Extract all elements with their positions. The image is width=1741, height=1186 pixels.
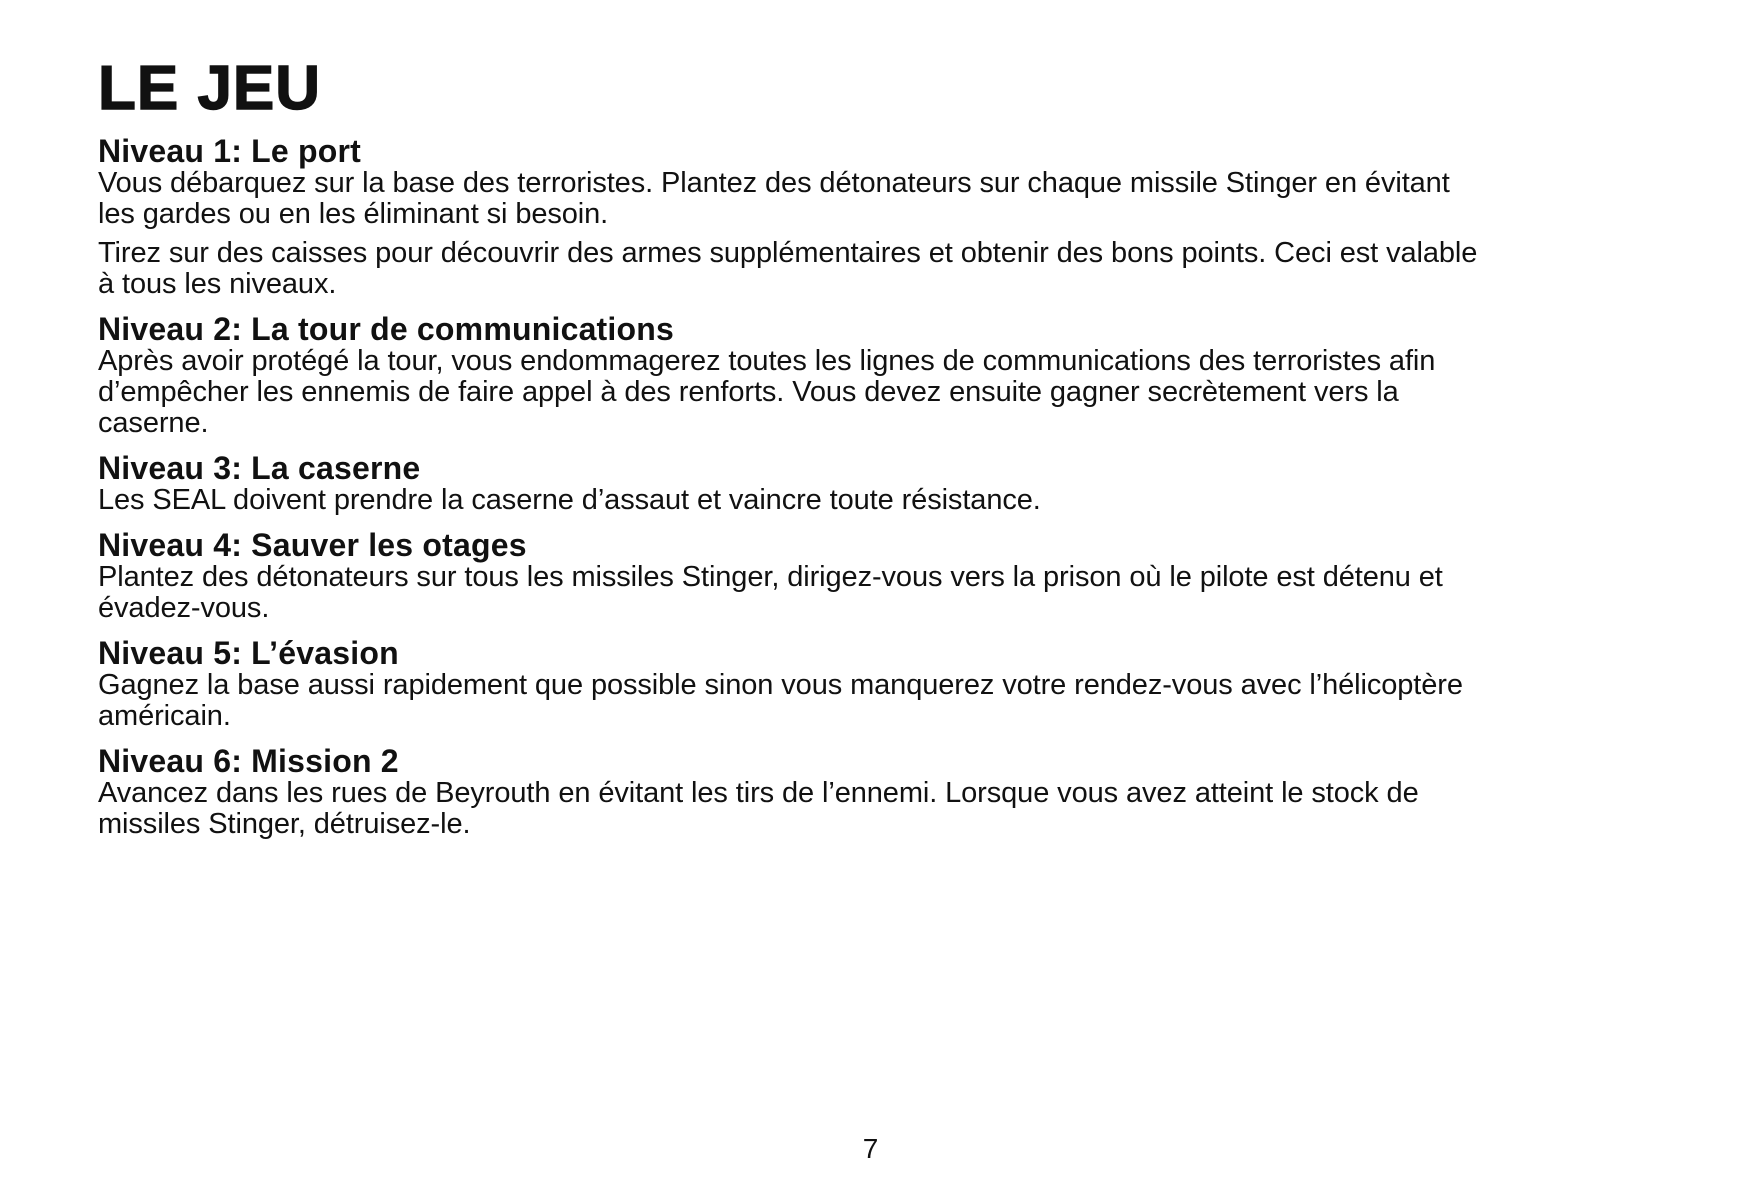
section-paragraph: Vous débarquez sur la base des terroristes. Plantez des détonateurs sur chaque missile Stinger en évitant les gardes ou en les éliminant si besoin. — [98, 167, 1450, 230]
page-title: LE JEU — [98, 54, 322, 123]
section-heading: Niveau 6: Mission 2 — [98, 743, 399, 779]
section-heading: Niveau 1: Le port — [98, 133, 362, 169]
section-heading: Niveau 4: Sauver les otages — [98, 527, 527, 563]
section-paragraph: Plantez des détonateurs sur tous les missiles Stinger, dirigez-vous vers la prison où le pilote est détenu et évadez-vous. — [98, 561, 1443, 624]
section-paragraph: Gagnez la base aussi rapidement que possible sinon vous manquerez votre rendez-vous avec l’hélicoptère américain. — [98, 669, 1463, 732]
section-paragraph: Tirez sur des caisses pour découvrir des armes supplémentaires et obtenir des bons points. Ceci est valable à tous les niveaux. — [98, 237, 1478, 300]
section-paragraph: Avancez dans les rues de Beyrouth en évitant les tirs de l’ennemi. Lorsque vous avez atteint le stock de missiles Stinger, détruisez-le. — [98, 777, 1419, 840]
section-paragraph: Après avoir protégé la tour, vous endommagerez toutes les lignes de communications des terroristes afin d’empêcher les ennemis de faire appel à des renforts. Vous devez ensuite gagner secrètement vers la caserne. — [98, 345, 1436, 439]
section-level-3 — [98, 451, 1658, 516]
section-level-4 — [98, 528, 1658, 624]
page-number: 7 — [862, 1133, 879, 1164]
section-paragraph: Les SEAL doivent prendre la caserne d’assaut et vaincre toute résistance. — [98, 484, 1041, 516]
section-heading: Niveau 3: La caserne — [98, 450, 421, 486]
section-level-5 — [98, 636, 1658, 732]
section-level-6 — [98, 744, 1658, 840]
document-page — [98, 54, 1658, 852]
section-level-2 — [98, 312, 1658, 439]
section-level-1 — [98, 134, 1658, 300]
section-heading: Niveau 2: La tour de communications — [98, 311, 674, 347]
section-heading: Niveau 5: L’évasion — [98, 635, 399, 671]
